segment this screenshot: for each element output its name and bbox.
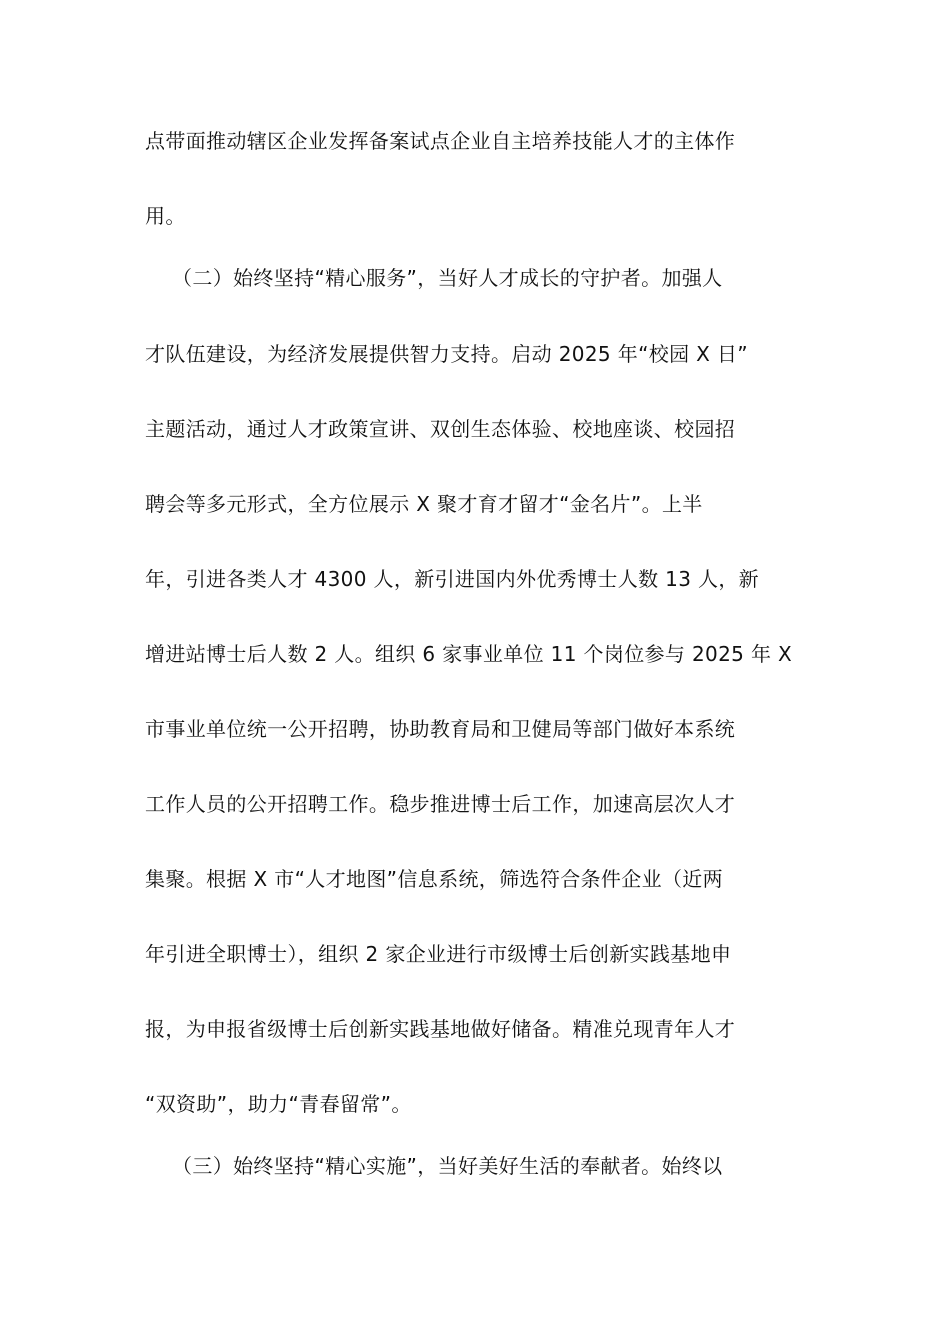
- text-line: 聘会等多元形式，全方位展示 X 聚才育才留才“金名片”。上半: [145, 492, 703, 516]
- text-line: 市事业单位统一公开招聘，协助教育局和卫健局等部门做好本系统: [145, 717, 736, 741]
- text-line: 增进站博士后人数 2 人。组织 6 家事业单位 11 个岗位参与 2025 年 X: [145, 642, 793, 666]
- section-heading-line: （三）始终坚持“精心实施”，当好美好生活的奉献者。始终以: [172, 1154, 723, 1178]
- text-line: 工作人员的公开招聘工作。稳步推进博士后工作，加速高层次人才: [145, 792, 736, 816]
- text-line: “双资助”，助力“青春留常”。: [145, 1092, 412, 1116]
- text-line: 主题活动，通过人才政策宣讲、双创生态体验、校地座谈、校园招: [145, 417, 736, 441]
- text-line: 集聚。根据 X 市“人才地图”信息系统，筛选符合条件企业（近两: [145, 867, 723, 891]
- text-line: 点带面推动辖区企业发挥备案试点企业自主培养技能人才的主体作: [145, 129, 736, 153]
- text-line: 年引进全职博士），组织 2 家企业进行市级博士后创新实践基地申: [145, 942, 732, 966]
- text-line: 用。: [145, 204, 186, 228]
- text-line: 年，引进各类人才 4300 人，新引进国内外优秀博士人数 13 人，新: [145, 567, 760, 591]
- section-heading-line: （二）始终坚持“精心服务”，当好人才成长的守护者。加强人: [172, 266, 723, 290]
- text-line: 报，为申报省级博士后创新实践基地做好储备。精准兑现青年人才: [145, 1017, 736, 1041]
- text-line: 才队伍建设，为经济发展提供智力支持。启动 2025 年“校园 X 日”: [145, 342, 749, 366]
